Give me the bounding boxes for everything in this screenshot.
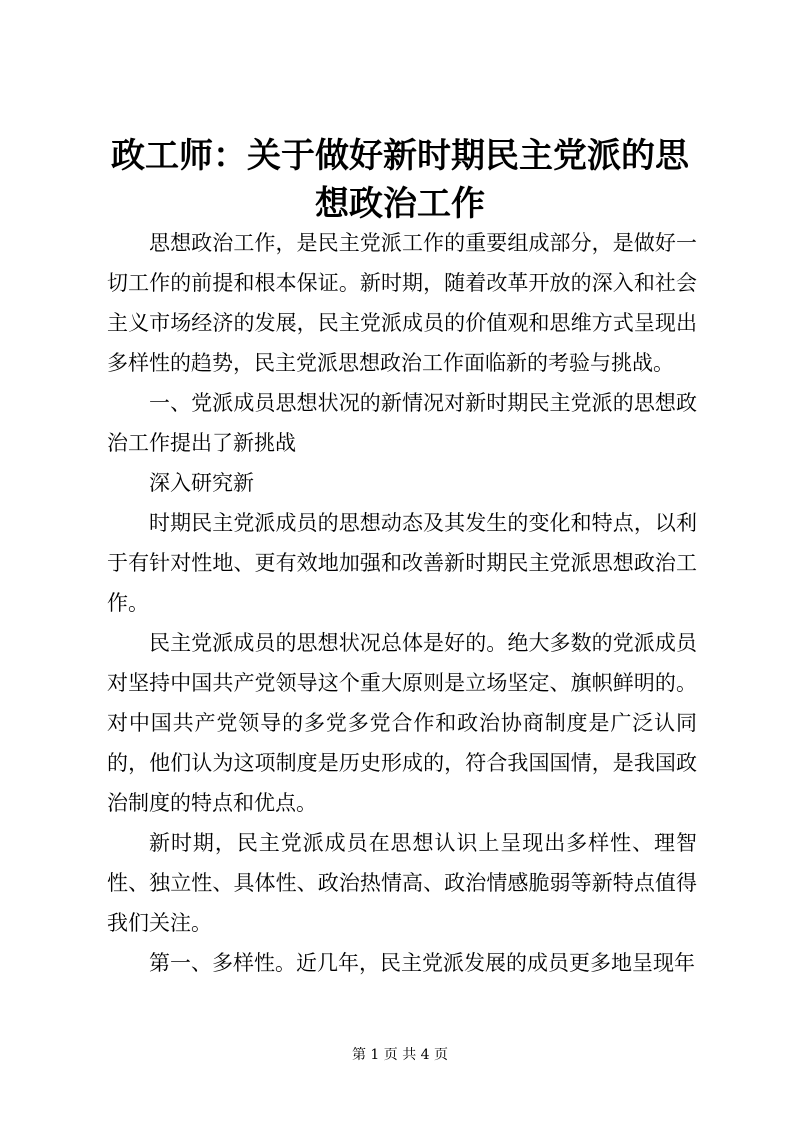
paragraph-new-features: 新时期，民主党派成员在思想认识上呈现出多样性、理智性、独立性、具体性、政治热情高、政治情感脆弱等新特点值得我们关注。 (107, 831, 697, 935)
paragraph-study-continued: 时期民主党派成员的思想动态及其发生的变化和特点，以利于有针对性地、更有效地加强和改善新时期民主党派思想政治工作。 (107, 511, 697, 615)
page-footer: 第 1 页 共 4 页 (351, 1047, 449, 1063)
section-heading-1: 一、党派成员思想状况的新情况对新时期民主党派的思想政治工作提出了新挑战 (107, 391, 697, 455)
document-body (107, 223, 697, 983)
paragraph-diversity: 第一、多样性。近几年，民主党派发展的成员更多地呈现年 (149, 951, 695, 975)
paragraph-overall-status: 民主党派成员的思想状况总体是好的。绝大多数的党派成员对坚持中国共产党领导这个重大原则是立场坚定、旗帜鲜明的。对中国共产党领导的多党多党合作和政治协商制度是广泛认同的，他们认为这项制度是历史形成的，符合我国国情，是我国政治制度的特点和优点。 (107, 631, 697, 815)
paragraph-intro: 思想政治工作，是民主党派工作的重要组成部分，是做好一切工作的前提和根本保证。新时期，随着改革开放的深入和社会主义市场经济的发展，民主党派成员的价值观和思维方式呈现出多样性的趋势，民主党派思想政治工作面临新的考验与挑战。 (107, 231, 697, 375)
document-title: 政工师：关于做好新时期民主党派的思想政治工作 (111, 136, 689, 224)
paragraph-study: 深入研究新 (149, 471, 254, 495)
